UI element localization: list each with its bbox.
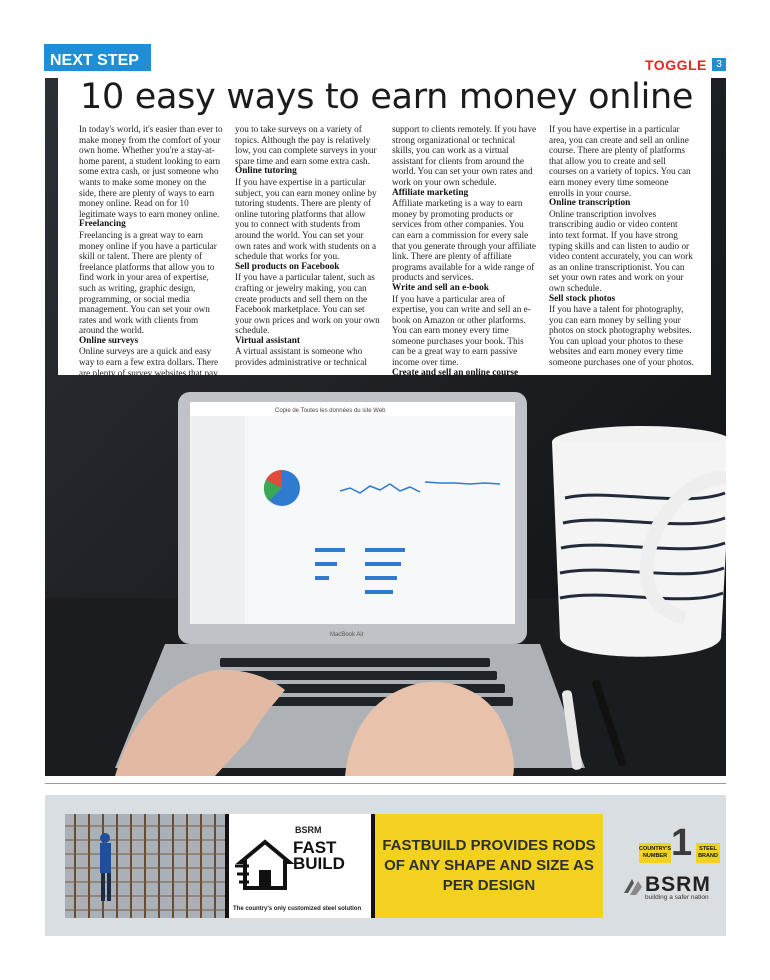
bsrm-advertisement[interactable] <box>45 795 726 936</box>
ad-frame <box>65 814 603 918</box>
paragraph-online-surveys-cont: you to take surveys on a variety of topics. Although the pay is relatively low, you can complete surveys in your spare time and earn some extra cash. <box>235 124 377 166</box>
publication-brand: TOGGLE <box>645 57 707 73</box>
paragraph-online-tutoring: If you have expertise in a particular subject, you can earn money online by tutoring students. There are plenty of online tutoring platforms that allow you to connect with students from around the world. You can set your own rates and work with students on a schedule that works for you. <box>235 176 377 262</box>
subhead-sell-on-facebook: Sell products on Facebook <box>235 261 340 272</box>
subhead-ebook: Write and sell an e-book <box>392 282 489 293</box>
bsrm-logo-icon <box>622 877 644 897</box>
intro-paragraph: In today's world, it's easier than ever to make money from the comfort of your own home. Whether you're a stay-at-home parent, a student looking to earn some extra cash, or just someone who wants to make some money on the side, there are plenty of ways to earn money online. Read on for 10 legitimate ways to earn money online. <box>79 124 223 219</box>
ad-worker-photo <box>65 814 225 918</box>
ad-tagline: The country's only customized steel solution <box>233 906 362 912</box>
rebar-structure-illustration <box>65 814 225 918</box>
coffee-mug <box>552 426 726 657</box>
paragraph-sell-on-facebook: If you have a particular talent, such as crafting or jewelry making, you can create products and sell them on the Facebook marketplace. You can set your own prices and work on your own schedule. <box>235 272 380 336</box>
subhead-online-surveys: Online surveys <box>79 335 139 346</box>
fastbuild-wordmark <box>293 840 345 872</box>
ad-headline: FASTBUILD PROVIDES RODS OF ANY SHAPE AND SIZE AS PER DESIGN <box>382 837 596 894</box>
laptop-brand-label: MacBook Air <box>330 632 364 638</box>
article-column-2 <box>235 124 380 368</box>
paragraph-stock-photos: If you have a talent for photography, you can earn money by selling your photos on stock photography websites. You can upload your photos to these websites and earn money every time someone purchases one of your photos. <box>549 304 694 368</box>
subhead-online-transcription: Online transcription <box>549 198 631 209</box>
bsrm-slogan: building a safer nation <box>645 894 709 901</box>
ad-headline-panel <box>375 814 603 918</box>
fastbuild-line-2: BUILD <box>293 854 345 873</box>
subhead-online-tutoring: Online tutoring <box>235 166 297 177</box>
article-column-3 <box>392 124 537 378</box>
paragraph-online-transcription: Online transcription involves transcribing audio or video content into text format. If you have strong typing skills and can listen to audio or video content accurately, you can work as an online transcriptionist. You can set your own rates and work on your own schedule. <box>549 208 693 293</box>
fastbuild-logo-panel <box>229 814 371 918</box>
subhead-affiliate-marketing: Affiliate marketing <box>392 187 469 198</box>
paragraph-freelancing: Freelancing is a great way to earn money online if you have a particular skill or talent. There are plenty of freelance platforms that allow you to find work in your area of expertise, such as writing, graphic design, programming, or social media management. You can set your own rates and work with clients from around the world. <box>79 229 217 336</box>
fastbuild-line-1: FAST <box>293 838 337 857</box>
bsrm-small-label: BSRM <box>295 825 322 835</box>
fastbuild-house-icon <box>235 834 295 894</box>
article-headline: 10 easy ways to earn money online <box>80 77 694 117</box>
number-one-badge-right: STEEL BRAND <box>696 843 720 863</box>
paragraph-online-course: If you have expertise in a particular area, you can create and sell an online course. There are plenty of platforms that allow you to create and sell courses on a variety of topics. You can earn money every time someone enrolls in your course. <box>549 124 691 198</box>
page-number: 3 <box>712 58 726 71</box>
paragraph-virtual-assistant: A virtual assistant is someone who provides administrative or technical <box>235 346 367 368</box>
number-one-digit: 1 <box>671 822 693 864</box>
article-column-1 <box>79 124 224 378</box>
article <box>58 77 711 378</box>
subhead-stock-photos: Sell stock photos <box>549 293 616 304</box>
ad-divider <box>45 783 726 784</box>
bsrm-logo: BSRM <box>645 873 711 896</box>
subhead-virtual-assistant: Virtual assistant <box>235 335 300 346</box>
paragraph-ebook: If you have a particular area of expertise, you can write and sell an e-book on Amazon or other platforms. You can earn money every time someone purchases your book. This can be a great way to earn passive income over time. <box>392 293 531 368</box>
paragraph-virtual-assistant-cont: support to clients remotely. If you have strong organizational or technical skills, you can work as a virtual assistant for clients from around the world. You can set your own rates and work on your own schedule. <box>392 124 537 187</box>
paragraph-online-surveys: Online surveys are a quick and easy way to earn a few extra dollars. There are plenty of survey websites that pay <box>79 346 219 378</box>
subhead-freelancing: Freelancing <box>79 219 126 230</box>
paragraph-affiliate-marketing: Affiliate marketing is a way to earn money by promoting products or services from other companies. You can earn a commission for every sale that you generate through your affiliate link. There are plenty of affiliate programs available for a wide range of products and services. <box>392 198 536 283</box>
screen-title: Copie de Toutes les données du site Web <box>275 408 386 414</box>
article-column-4 <box>549 124 694 368</box>
section-tag: NEXT STEP <box>44 44 151 71</box>
number-one-badge-left: COUNTRY'S NUMBER <box>639 843 671 863</box>
subhead-online-course: Create and sell an online course <box>392 367 519 378</box>
